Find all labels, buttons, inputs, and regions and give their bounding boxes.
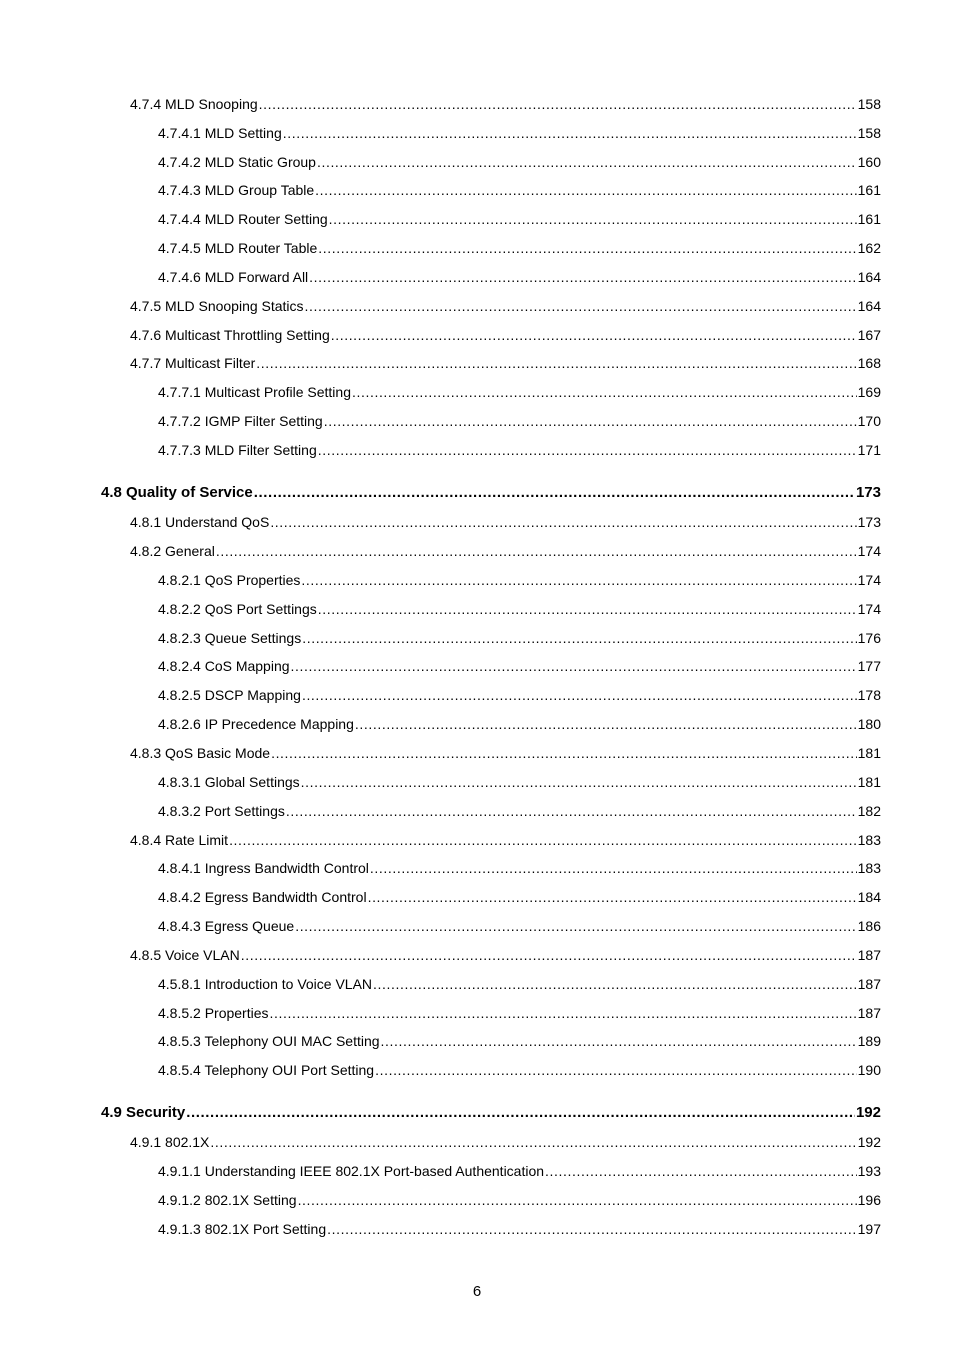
toc-entry[interactable] (158, 124, 881, 142)
toc-entry[interactable] (158, 383, 881, 401)
toc-entry-page: 174 (857, 601, 881, 617)
toc-dot-leader (302, 686, 857, 704)
toc-entry-title: 4.8.4.3 Egress Queue (158, 918, 295, 934)
toc-entry-title: 4.5.8.1 Introduction to Voice VLAN (158, 976, 373, 992)
toc-entry[interactable] (158, 441, 881, 459)
toc-section-entry[interactable] (101, 1104, 881, 1122)
toc-entry-page: 164 (857, 269, 881, 285)
page-number: 6 (472, 1283, 482, 1300)
toc-entry[interactable] (158, 1004, 881, 1022)
toc-entry-page: 158 (857, 125, 881, 141)
toc-dot-leader (283, 124, 857, 142)
toc-entry[interactable] (158, 239, 881, 257)
toc-entry-title: 4.8.2.1 QoS Properties (158, 572, 301, 588)
toc-dot-leader (327, 1220, 857, 1238)
toc-dot-leader (305, 297, 857, 315)
toc-entry-title: 4.7.4.3 MLD Group Table (158, 182, 315, 198)
toc-entry-title: 4.7.5 MLD Snooping Statics (130, 298, 304, 314)
toc-entry[interactable] (158, 412, 881, 430)
toc-entry[interactable] (158, 1191, 881, 1209)
toc-entry-page: 161 (857, 182, 881, 198)
toc-entry-title: 4.8.4.1 Ingress Bandwidth Control (158, 860, 369, 876)
toc-dot-leader (254, 484, 855, 502)
toc-dot-leader (291, 657, 857, 675)
toc-entry[interactable] (158, 1061, 881, 1079)
toc-entry[interactable] (158, 181, 881, 199)
toc-entry-page: 197 (857, 1221, 881, 1237)
toc-entry-title: 4.8.3 QoS Basic Mode (130, 745, 271, 761)
toc-entry[interactable] (130, 95, 881, 113)
toc-entry-title: 4.7.7 Multicast Filter (130, 355, 256, 371)
toc-entry[interactable] (130, 326, 881, 344)
toc-dot-leader (270, 513, 856, 531)
toc-dot-leader (370, 859, 857, 877)
toc-entry-title: 4.8.4.2 Egress Bandwidth Control (158, 889, 367, 905)
toc-entry-page: 164 (857, 298, 881, 314)
toc-entry-title: 4.7.4 MLD Snooping (130, 96, 258, 112)
toc-entry-title: 4.9.1.1 Understanding IEEE 802.1X Port-based Authentication (158, 1163, 545, 1179)
toc-entry-page: 161 (857, 211, 881, 227)
toc-dot-leader (302, 629, 856, 647)
toc-dot-leader (318, 239, 856, 257)
toc-entry-title: 4.8.2.5 DSCP Mapping (158, 687, 301, 703)
toc-entry[interactable] (130, 354, 881, 372)
toc-dot-leader (256, 354, 856, 372)
toc-entry-page: 187 (857, 1005, 881, 1021)
toc-entry[interactable] (158, 1032, 881, 1050)
toc-dot-leader (286, 802, 857, 820)
toc-entry-title: 4.8.3.2 Port Settings (158, 803, 285, 819)
toc-entry-page: 176 (857, 630, 881, 646)
toc-entry-page: 186 (857, 918, 881, 934)
toc-entry-page: 182 (857, 803, 881, 819)
toc-section-entry[interactable] (101, 484, 881, 502)
toc-dot-leader (317, 153, 857, 171)
toc-entry-page: 192 (857, 1134, 881, 1150)
toc-entry-title: 4.8.5.4 Telephony OUI Port Setting (158, 1062, 375, 1078)
toc-entry[interactable] (158, 629, 881, 647)
toc-dot-leader (355, 715, 857, 733)
toc-dot-leader (186, 1104, 855, 1122)
toc-dot-leader (545, 1162, 857, 1180)
toc-entry-title: 4.7.4.4 MLD Router Setting (158, 211, 328, 227)
toc-dot-leader (301, 571, 856, 589)
toc-entry-page: 189 (857, 1033, 881, 1049)
toc-entry[interactable] (130, 542, 881, 560)
toc-entry-page: 158 (857, 96, 881, 112)
toc-entry-page: 170 (857, 413, 881, 429)
toc-entry-title: 4.7.4.1 MLD Setting (158, 125, 282, 141)
toc-entry[interactable] (158, 1162, 881, 1180)
toc-entry-page: 181 (857, 774, 881, 790)
toc-entry-page: 180 (857, 716, 881, 732)
toc-entry-title: 4.7.7.2 IGMP Filter Setting (158, 413, 323, 429)
toc-entry-page: 178 (857, 687, 881, 703)
toc-entry-title: 4.8.4 Rate Limit (130, 832, 229, 848)
toc-entry[interactable] (130, 744, 881, 762)
toc-dot-leader (315, 181, 856, 199)
toc-entry[interactable] (158, 571, 881, 589)
toc-entry-page: 169 (857, 384, 881, 400)
toc-entry-page: 160 (857, 154, 881, 170)
toc-entry-title: 4.7.4.6 MLD Forward All (158, 269, 309, 285)
toc-entry-title: 4.9.1.3 802.1X Port Setting (158, 1221, 327, 1237)
toc-dot-leader (331, 326, 857, 344)
toc-entry-title: 4.9.1 802.1X (130, 1134, 210, 1150)
toc-entry-page: 173 (857, 514, 881, 530)
toc-entry[interactable] (130, 946, 881, 964)
toc-entry-page: 171 (857, 442, 881, 458)
toc-entry-page: 193 (857, 1163, 881, 1179)
toc-entry[interactable] (130, 831, 881, 849)
toc-dot-leader (259, 95, 857, 113)
toc-dot-leader (381, 1032, 857, 1050)
toc-entry-title: 4.8.2.2 QoS Port Settings (158, 601, 317, 617)
toc-entry-page: 183 (857, 832, 881, 848)
toc-dot-leader (368, 888, 857, 906)
toc-entry-title: 4.9 Security (101, 1104, 186, 1121)
toc-entry[interactable] (158, 268, 881, 286)
toc-dot-leader (324, 412, 857, 430)
toc-entry-title: 4.8.5 Voice VLAN (130, 947, 240, 963)
toc-entry-page: 168 (857, 355, 881, 371)
toc-dot-leader (309, 268, 856, 286)
toc-entry[interactable] (158, 657, 881, 675)
toc-dot-leader (375, 1061, 857, 1079)
toc-dot-leader (229, 831, 857, 849)
toc-entry[interactable] (158, 153, 881, 171)
toc-entry[interactable] (158, 802, 881, 820)
toc-entry-page: 192 (855, 1104, 881, 1121)
toc-entry-title: 4.8.2.3 Queue Settings (158, 630, 302, 646)
toc-entry-title: 4.8.2.4 CoS Mapping (158, 658, 290, 674)
toc-entry-page: 162 (857, 240, 881, 256)
toc-entry[interactable] (158, 917, 881, 935)
toc-entry-page: 167 (857, 327, 881, 343)
toc-entry-page: 183 (857, 860, 881, 876)
toc-dot-leader (329, 210, 857, 228)
toc-entry-page: 173 (855, 484, 881, 501)
toc-entry-title: 4.8.5.2 Properties (158, 1005, 269, 1021)
toc-entry[interactable] (158, 975, 881, 993)
toc-dot-leader (295, 917, 856, 935)
toc-dot-leader (318, 441, 857, 459)
toc-entry-page: 177 (857, 658, 881, 674)
toc-entry-title: 4.8.1 Understand QoS (130, 514, 270, 530)
toc-entry-page: 196 (857, 1192, 881, 1208)
toc-entry[interactable] (158, 600, 881, 618)
toc-entry-title: 4.7.4.5 MLD Router Table (158, 240, 318, 256)
toc-entry[interactable] (158, 715, 881, 733)
toc-entry[interactable] (130, 513, 881, 531)
toc-entry[interactable] (130, 1133, 881, 1151)
toc-entry-title: 4.9.1.2 802.1X Setting (158, 1192, 297, 1208)
toc-entry[interactable] (158, 210, 881, 228)
toc-entry-title: 4.7.7.1 Multicast Profile Setting (158, 384, 351, 400)
toc-dot-leader (352, 383, 857, 401)
toc-entry[interactable] (158, 859, 881, 877)
toc-entry-title: 4.8.5.3 Telephony OUI MAC Setting (158, 1033, 380, 1049)
toc-entry-page: 174 (857, 543, 881, 559)
toc-dot-leader (373, 975, 857, 993)
toc-entry-page: 184 (857, 889, 881, 905)
toc-entry[interactable] (158, 686, 881, 704)
toc-entry[interactable] (158, 888, 881, 906)
toc-dot-leader (301, 773, 857, 791)
toc-dot-leader (271, 744, 857, 762)
toc-entry-page: 174 (857, 572, 881, 588)
toc-entry-page: 181 (857, 745, 881, 761)
toc-entry-title: 4.8.3.1 Global Settings (158, 774, 300, 790)
toc-entry-title: 4.7.4.2 MLD Static Group (158, 154, 316, 170)
toc-dot-leader (270, 1004, 857, 1022)
toc-entry-page: 187 (857, 976, 881, 992)
toc-entry[interactable] (130, 297, 881, 315)
toc-entry-title: 4.7.6 Multicast Throttling Setting (130, 327, 330, 343)
toc-entry-title: 4.8 Quality of Service (101, 484, 253, 501)
toc-dot-leader (318, 600, 857, 618)
toc-entry-title: 4.7.7.3 MLD Filter Setting (158, 442, 317, 458)
toc-dot-leader (241, 946, 857, 964)
toc-dot-leader (210, 1133, 856, 1151)
toc-dot-leader (216, 542, 857, 560)
toc-dot-leader (298, 1191, 857, 1209)
toc-entry-page: 190 (857, 1062, 881, 1078)
toc-entry[interactable] (158, 1220, 881, 1238)
toc-entry-title: 4.8.2 General (130, 543, 215, 559)
toc-entry-page: 187 (857, 947, 881, 963)
toc-entry-title: 4.8.2.6 IP Precedence Mapping (158, 716, 354, 732)
toc-entry[interactable] (158, 773, 881, 791)
